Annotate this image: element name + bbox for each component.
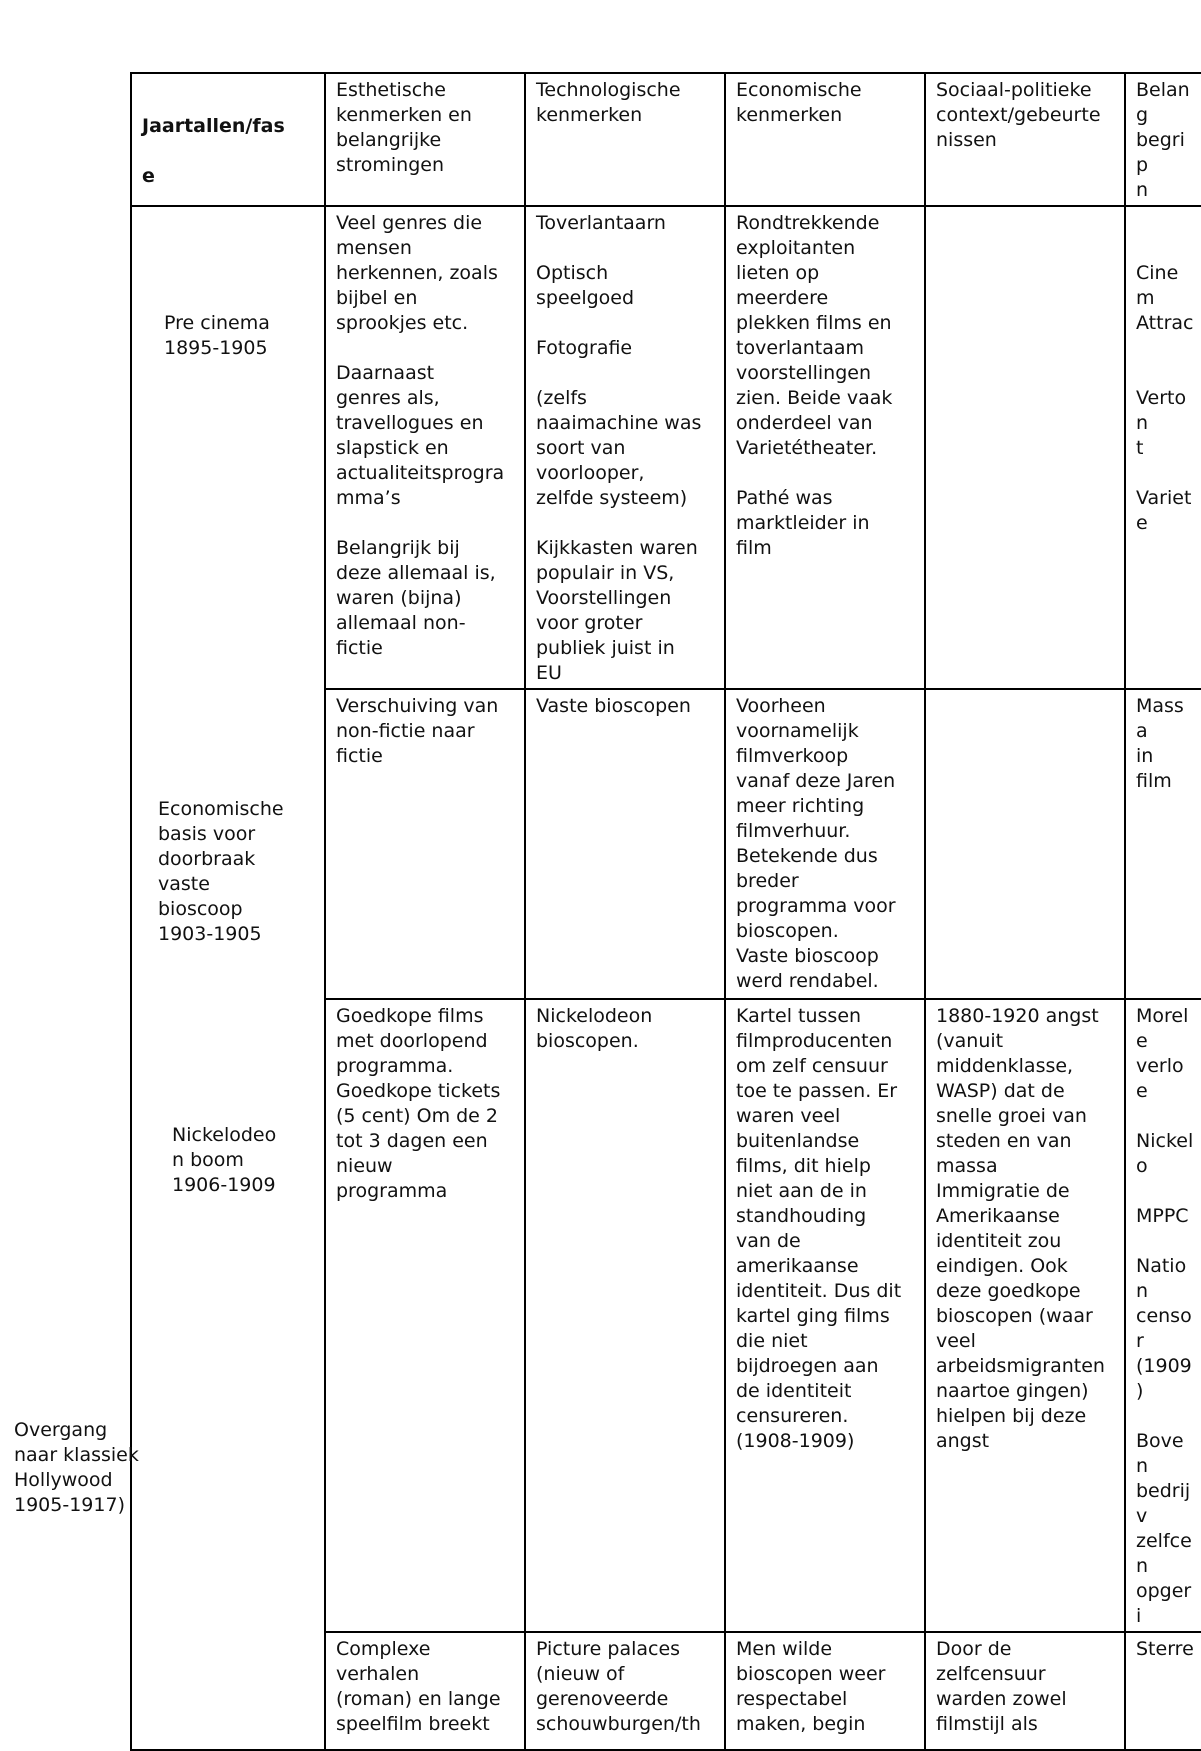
table-cell: Verschuiving van non-fictie naar fictie [325, 689, 525, 999]
phase-cell [131, 999, 325, 1632]
table-cell: Nickelodeon bioscopen. [525, 999, 725, 1632]
phase-label-outside: Overgang naar klassiek Hollywood 1905-1917) [14, 1419, 139, 1516]
phase-cell [131, 1632, 325, 1750]
phase-label: Pre cinema 1895-1905 [164, 312, 270, 359]
table-cell: 1880-1920 angst (vanuit middenklasse, WASP) dat de snelle groei van steden en van massa Immigratie de Amerikaanse identiteit zou eindigen. Ook deze goedkope bioscopen (waar veel arbeidsmigranten naartoe gingen) hielpen bij deze angst [925, 999, 1125, 1632]
header-aesthetic: Esthetische kenmerken en belangrijke stromingen [325, 73, 525, 206]
header-socio-political: Sociaal-politieke context/gebeurte nissen [925, 73, 1125, 206]
header-technological: Technologische kenmerken [525, 73, 725, 206]
table-cell: Picture palaces (nieuw of gerenoveerde schouwburgen/th [525, 1632, 725, 1750]
table-cell: Cinem Attrac Verton t Variete [1125, 206, 1201, 689]
table-row [131, 689, 1201, 999]
table-cell: Voorheen voornamelijk filmverkoop vanaf deze Jaren meer richting filmverhuur. Betekende dus breder programma voor bioscopen. Vaste bioscoop werd rendabel. [725, 689, 925, 999]
table-cell [925, 689, 1125, 999]
table-cell: Toverlantaarn Optisch speelgoed Fotografie (zelfs naaimachine was soort van voorlooper, zelfde systeem) Kijkkasten waren populair in VS, Voorstellingen voor groter publiek juist in EU [525, 206, 725, 689]
phase-cell [131, 689, 325, 999]
phase-cell [131, 206, 325, 689]
table-cell: Vaste bioscopen [525, 689, 725, 999]
table-cell: Door de zelfcensuur warden zowel filmstijl als [925, 1632, 1125, 1750]
phase-label: Economische basis voor doorbraak vaste bioscoop 1903-1905 [158, 798, 284, 945]
table-cell: Complexe verhalen (roman) en lange speelfilm breekt [325, 1632, 525, 1750]
table-cell: Veel genres die mensen herkennen, zoals bijbel en sprookjes etc. Daarnaast genres als, travellogues en slapstick en actualiteitsprogra mma’s Belangrijk bij deze allemaal is, waren (bijna) allemaal non- fictie [325, 206, 525, 689]
table-row [131, 206, 1201, 689]
table-row [131, 1632, 1201, 1750]
table-cell: Rondtrekkende exploitanten lieten op meerdere plekken films en toverlantaam voorstellingen zien. Beide vaak onderdeel van Varietétheater. Pathé was marktleider in film [725, 206, 925, 689]
table-cell: Massa in film [1125, 689, 1201, 999]
table-cell: Kartel tussen filmproducenten om zelf censuur toe te passen. Er waren veel buitenlandse films, dit hielp niet aan de in standhouding van de amerikaanse identiteit. Dus dit kartel ging films die niet bijdroegen aan de identiteit censureren. (1908-1909) [725, 999, 925, 1632]
table-cell: Morele verloe Nickelo MPPC Nation censor (1909) Boven bedrijv zelfcen opgeri [1125, 999, 1201, 1632]
header-economic: Economische kenmerken [725, 73, 925, 206]
table-cell: Goedkope films met doorlopend programma. Goedkope tickets (5 cent) Om de 2 tot 3 dagen een nieuw programma [325, 999, 525, 1632]
phase-label: Nickelodeo n boom 1906-1909 [172, 1124, 277, 1196]
table-header-row [131, 73, 1201, 206]
header-phase: Jaartallen/fas e [131, 73, 325, 206]
table-cell: Men wilde bioscopen weer respectabel maken, begin [725, 1632, 925, 1750]
film-history-table [130, 72, 1201, 1751]
header-concepts: Belang begrip n [1125, 73, 1201, 206]
table-cell: Sterre [1125, 1632, 1201, 1750]
table-row [131, 999, 1201, 1632]
table-cell [925, 206, 1125, 689]
